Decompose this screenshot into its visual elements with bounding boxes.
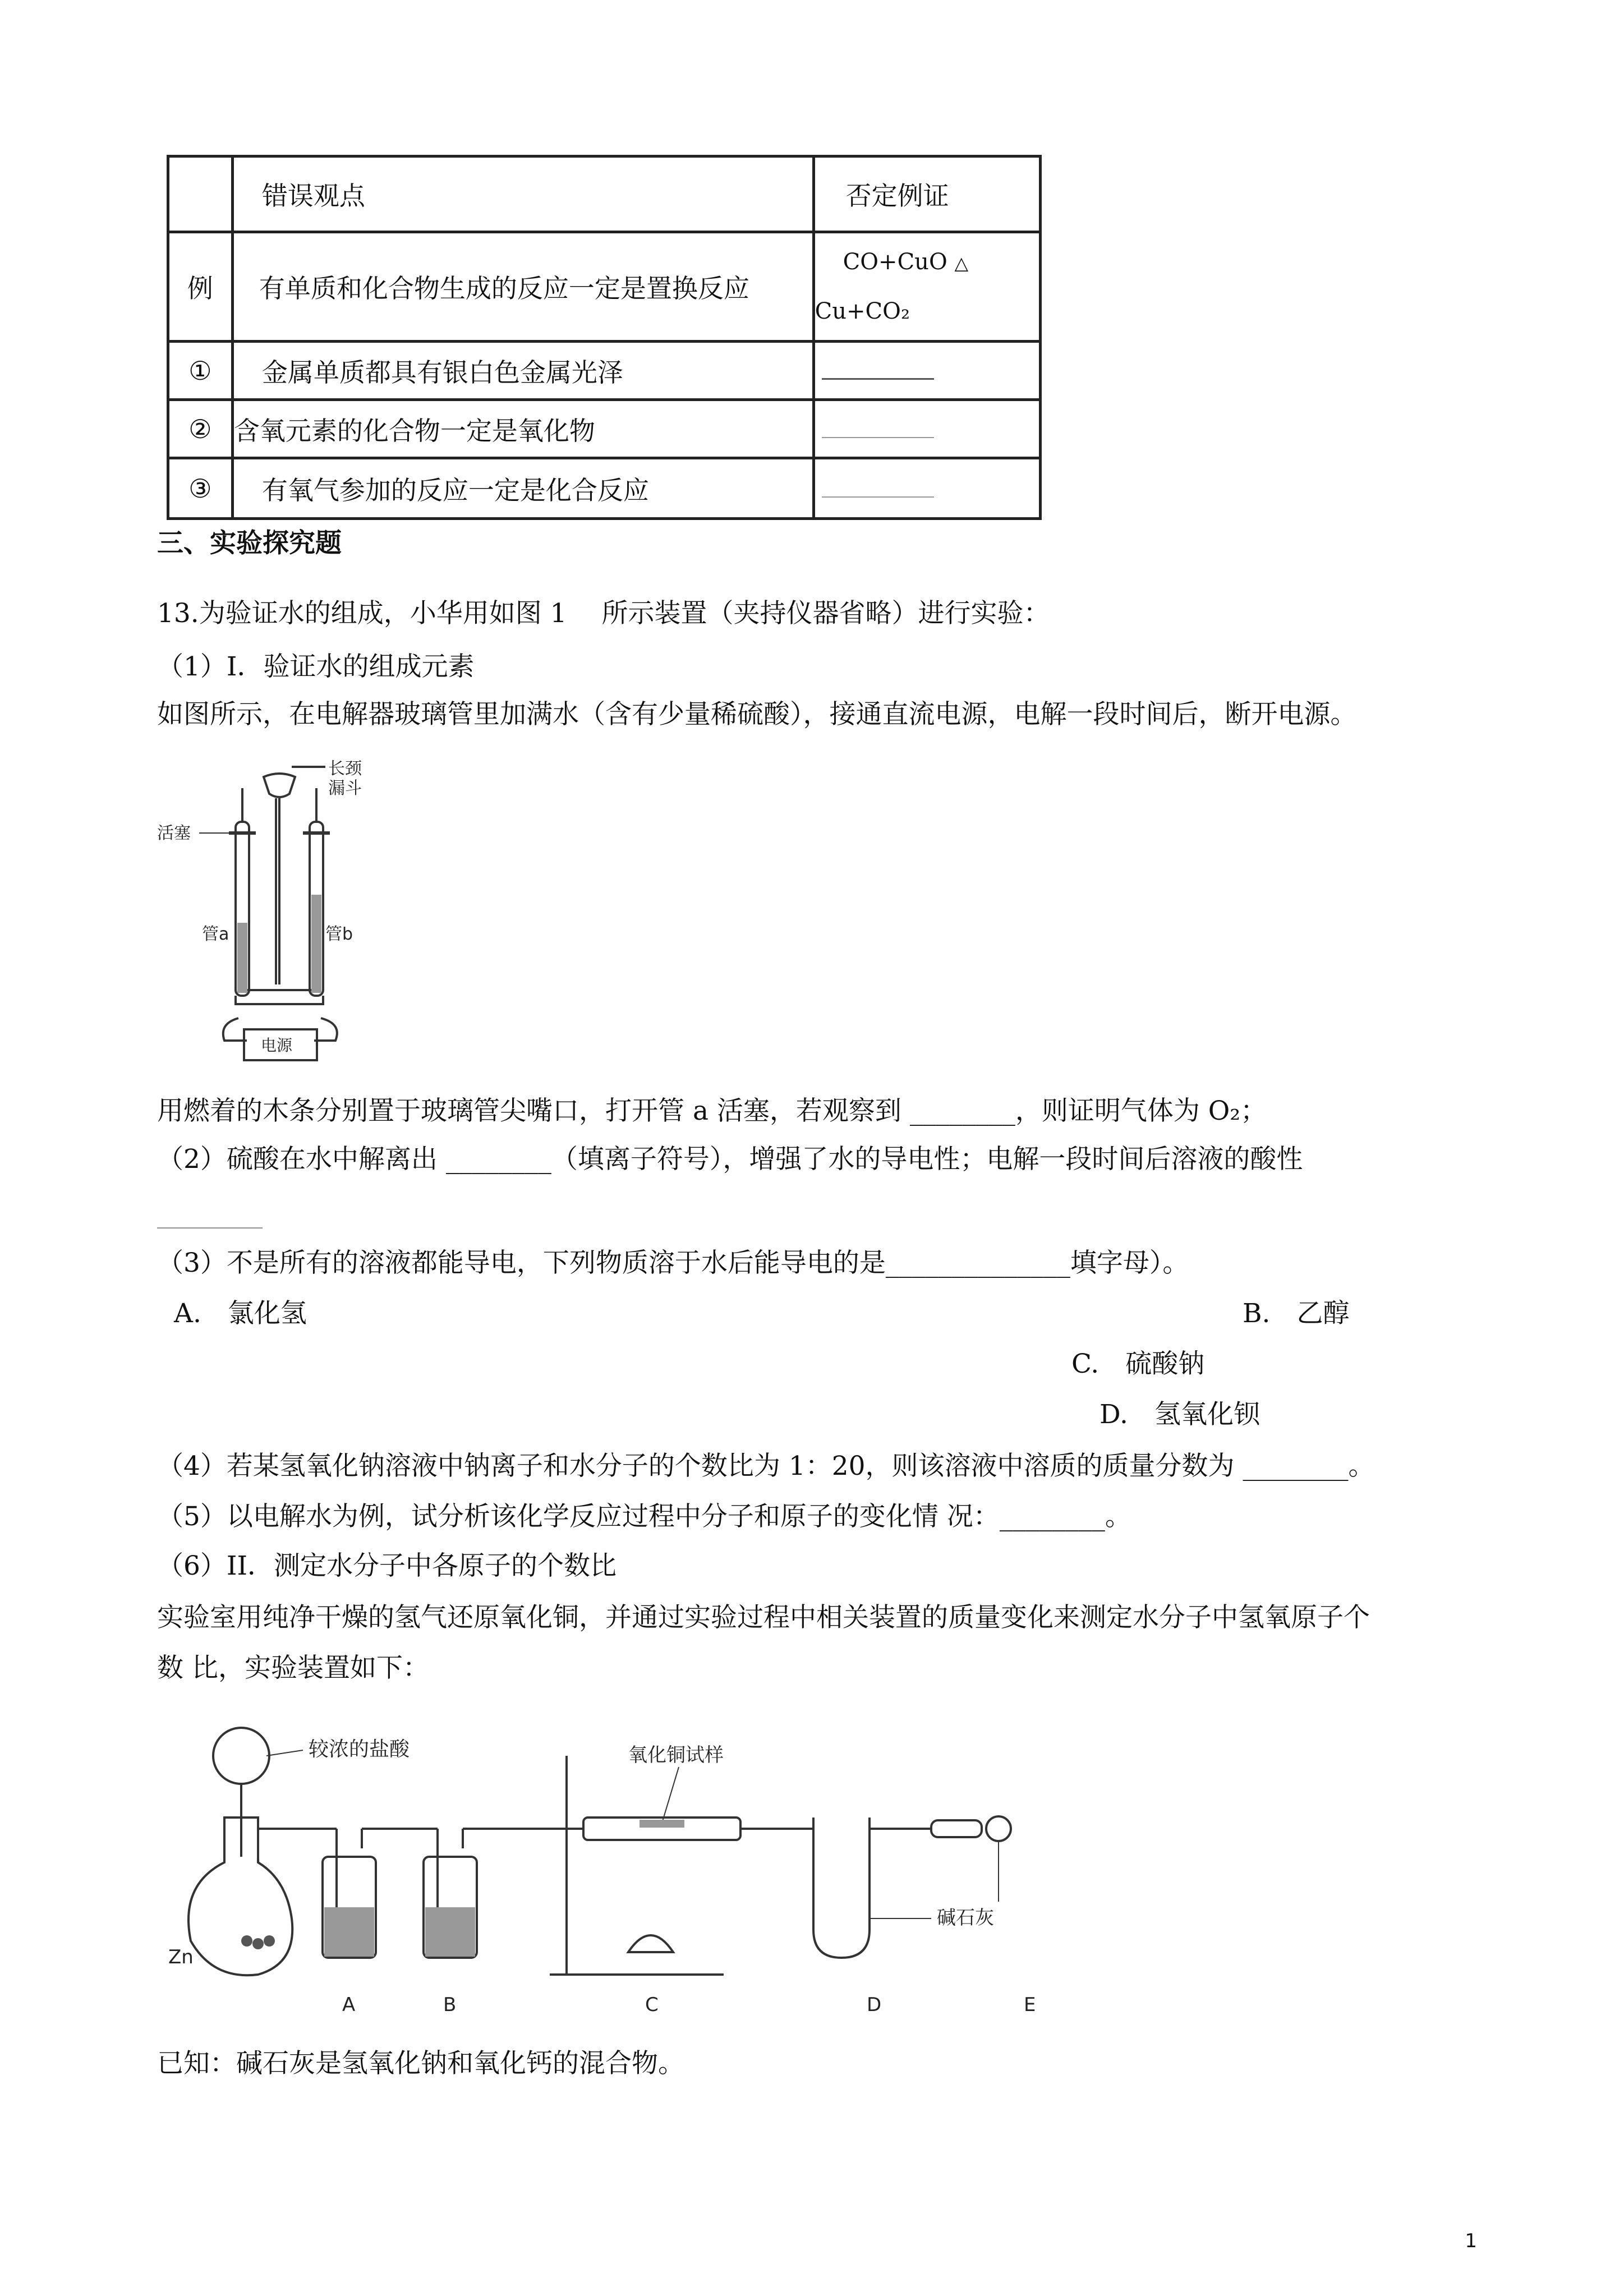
q13-part1-question: 用燃着的木条分别置于玻璃管尖嘴口，打开管 a 活塞，若观察到 ________，则证明气体为 O₂； (157, 1096, 1267, 1126)
answer-blank[interactable] (813, 400, 1040, 458)
option-c[interactable]: C. 硫酸钠 (1071, 1349, 1205, 1379)
table-row (168, 232, 1041, 342)
heat-sign: △ (954, 252, 969, 274)
row-marker: 例 (168, 232, 233, 342)
row-equation: CO+CuO △ Cu+CO₂ (813, 232, 1040, 342)
table-row (168, 458, 1041, 519)
q13-part2: （2）硫酸在水中解离出 ________（填离子符号），增强了水的导电性；电解一段时间后溶液的酸性 (157, 1144, 1303, 1175)
label-tube-b: 管b (325, 924, 353, 944)
option-a[interactable]: A. 氯化氢 (174, 1298, 307, 1329)
q13-part1-text: 如图所示，在电解器玻璃管里加满水（含有少量稀硫酸），接通直流电源，电解一段时间后，断开电源。 (157, 699, 1357, 730)
reduction-apparatus-figure (157, 1717, 1111, 2019)
row-marker: ① (168, 342, 233, 400)
label-funnel2: 漏斗 (328, 779, 362, 798)
answer-blank[interactable] (813, 342, 1040, 400)
table-header-view: 错误观点 (232, 157, 813, 232)
electrolysis-figure (157, 754, 415, 1069)
q13-part4: （4）若某氢氧化钠溶液中钠离子和水分子的个数比为 1：20，则该溶液中溶质的质量分数为 ________。 (157, 1451, 1375, 1481)
label-cuo: 氧化铜试样 (628, 1744, 724, 1766)
table-row (168, 400, 1041, 458)
answer-blank[interactable] (813, 458, 1040, 519)
row-marker: ③ (168, 458, 233, 519)
q13-part5: （5）以电解水为例，试分析该化学反应过程中分子和原子的变化情 况：________。 (157, 1501, 1131, 1532)
table-header-blank (168, 157, 233, 232)
row-view: 含氧元素的化合物一定是氧化物 (232, 400, 813, 458)
label-e: E (1024, 1994, 1036, 2016)
misconception-table (167, 155, 1042, 520)
label-acid: 较浓的盐酸 (309, 1738, 410, 1761)
page-number: 1 (1465, 2230, 1477, 2252)
row-marker: ② (168, 400, 233, 458)
row-view: 有氧气参加的反应一定是化合反应 (232, 458, 813, 519)
option-d[interactable]: D. 氢氧化钡 (1099, 1399, 1260, 1430)
label-power: 电源 (261, 1036, 293, 1055)
label-a: A (342, 1994, 356, 2016)
label-lime: 碱石灰 (937, 1907, 994, 1929)
q13-intro: 13.为验证水的组成，小华用如图 1 所示装置（夹持仪器省略）进行实验： (157, 598, 1050, 629)
q13-part6-text1: 实验室用纯净干燥的氢气还原氧化铜，并通过实验过程中相关装置的质量变化来测定水分子中氢氧原子个 (157, 1602, 1370, 1633)
q13-part6-title: （6）II．测定水分子中各原子的个数比 (157, 1550, 617, 1581)
section-title: 三、实验探究题 (157, 528, 342, 559)
label-stopcock: 活塞 (157, 823, 191, 843)
label-c: C (645, 1994, 659, 2016)
label-tube-a: 管a (202, 924, 229, 944)
label-d: D (867, 1994, 882, 2016)
label-b: B (443, 1994, 457, 2016)
row-view: 金属单质都具有银白色金属光泽 (232, 342, 813, 400)
label-zn: Zn (168, 1946, 194, 1968)
row-view: 有单质和化合物生成的反应一定是置换反应 (232, 232, 813, 342)
q13-part1-title: （1）Ⅰ．验证水的组成元素 (157, 651, 475, 682)
table-row (168, 342, 1041, 400)
q13-note: 已知：碱石灰是氢氧化钠和氧化钙的混合物。 (157, 2048, 684, 2079)
q13-part3: （3）不是所有的溶液都能导电，下列物质溶于水后能导电的是______________填字母）。 (157, 1248, 1189, 1278)
q13-part6-text2: 数 比，实验装置如下： (157, 1653, 429, 1683)
q13-part2-blank[interactable]: ________ (157, 1198, 263, 1229)
option-b[interactable]: B. 乙醇 (1243, 1298, 1350, 1329)
table-header-example: 否定例证 (813, 157, 1040, 232)
label-funnel: 长颈 (328, 759, 362, 779)
